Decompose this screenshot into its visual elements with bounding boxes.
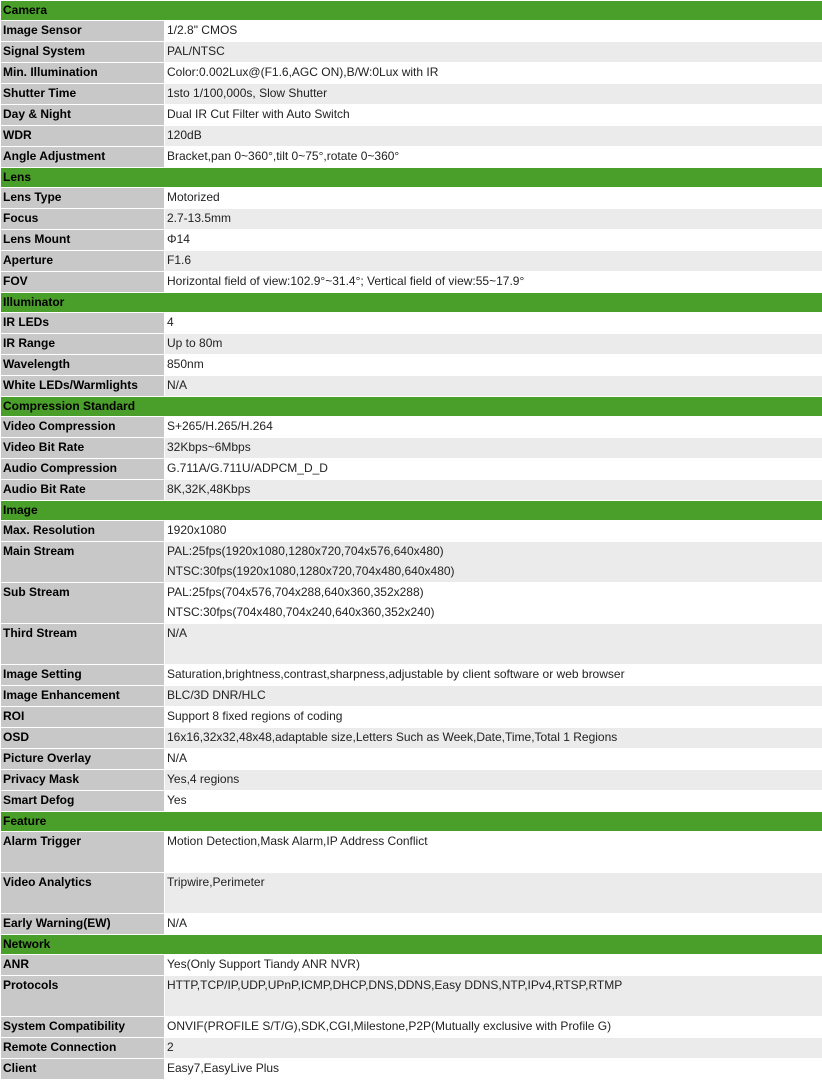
spec-value-line: PAL:25fps(1920x1080,1280x720,704x576,640x480): [167, 542, 822, 562]
spec-row: [1, 63, 822, 84]
spec-row: [1, 791, 822, 812]
spec-row: [1, 376, 822, 397]
spec-value-line: Motorized: [167, 188, 822, 208]
spec-row: [1, 1017, 822, 1038]
spec-value-line: Yes(Only Support Tiandy ANR NVR): [167, 955, 822, 975]
spec-value: [165, 791, 822, 812]
spec-value-line: N/A: [167, 749, 822, 769]
spec-label: Aperture: [1, 251, 165, 272]
section-header: [1, 501, 822, 521]
spec-value-line: Horizontal field of view:102.9°~31.4°; Vertical field of view:55~17.9°: [167, 272, 822, 292]
spec-value-line: Dual IR Cut Filter with Auto Switch: [167, 105, 822, 125]
spec-value: [165, 686, 822, 707]
spec-value: [165, 707, 822, 728]
spec-label: Privacy Mask: [1, 770, 165, 791]
spec-value-line: 16x16,32x32,48x48,adaptable size,Letters Such as Week,Date,Time,Total 1 Regions: [167, 728, 822, 748]
spec-value-line: Yes,4 regions: [167, 770, 822, 790]
spec-value-line: S+265/H.265/H.264: [167, 417, 822, 437]
spec-value-line: 1sto 1/100,000s, Slow Shutter: [167, 84, 822, 104]
spec-row: [1, 665, 822, 686]
spec-label: Image Sensor: [1, 21, 165, 42]
spec-value-line: BLC/3D DNR/HLC: [167, 686, 822, 706]
spec-value-line: HTTP,TCP/IP,UDP,UPnP,ICMP,DHCP,DNS,DDNS,Easy DDNS,NTP,IPv4,RTSP,RTMP: [167, 976, 822, 996]
spec-label: Max. Resolution: [1, 521, 165, 542]
spec-row: [1, 914, 822, 935]
spec-row: [1, 770, 822, 791]
spec-value: [165, 376, 822, 397]
spec-label: Image Enhancement: [1, 686, 165, 707]
spec-label: Focus: [1, 209, 165, 230]
spec-row: [1, 84, 822, 105]
spec-value-line: N/A: [167, 914, 822, 934]
spec-label: FOV: [1, 272, 165, 293]
spec-label: Video Analytics: [1, 873, 165, 914]
spec-label: Remote Connection: [1, 1038, 165, 1059]
spec-value-line: Φ14: [167, 230, 822, 250]
spec-value: [165, 1017, 822, 1038]
spec-value: [165, 21, 822, 42]
spec-value: [165, 976, 822, 1017]
spec-value: [165, 873, 822, 914]
spec-value-line: NTSC:30fps(1920x1080,1280x720,704x480,640x480): [167, 562, 822, 582]
spec-value-line: N/A: [167, 624, 822, 644]
spec-value-line: PAL:25fps(704x576,704x288,640x360,352x288): [167, 583, 822, 603]
spec-value-line: Saturation,brightness,contrast,sharpness,adjustable by client software or web browser: [167, 665, 822, 685]
spec-label: ANR: [1, 955, 165, 976]
spec-value: [165, 749, 822, 770]
spec-label: WDR: [1, 126, 165, 147]
spec-value-line: 8K,32K,48Kbps: [167, 480, 822, 500]
spec-value-line: 2.7-13.5mm: [167, 209, 822, 229]
spec-value-line: [167, 644, 822, 664]
spec-value-line: Easy7,EasyLive Plus: [167, 1059, 822, 1079]
spec-row: [1, 230, 822, 251]
spec-row: [1, 583, 822, 624]
section-header: [1, 935, 822, 955]
spec-value-line: Bracket,pan 0~360°,tilt 0~75°,rotate 0~360°: [167, 147, 822, 167]
spec-label: Angle Adjustment: [1, 147, 165, 168]
spec-value: [165, 438, 822, 459]
spec-value: [165, 272, 822, 293]
spec-label: IR LEDs: [1, 313, 165, 334]
section-header: [1, 168, 822, 188]
spec-label: Image Setting: [1, 665, 165, 686]
spec-value: [165, 459, 822, 480]
spec-value: [165, 251, 822, 272]
spec-row: [1, 417, 822, 438]
spec-table-body: [1, 1, 822, 1080]
spec-value-line: 850nm: [167, 355, 822, 375]
spec-row: [1, 188, 822, 209]
spec-label: Alarm Trigger: [1, 832, 165, 873]
spec-value: [165, 147, 822, 168]
spec-value-line: 2: [167, 1038, 822, 1058]
spec-value: [165, 84, 822, 105]
spec-label: Video Compression: [1, 417, 165, 438]
spec-value: [165, 480, 822, 501]
spec-label: Sub Stream: [1, 583, 165, 624]
section-header: [1, 293, 822, 313]
section-title: Illuminator: [1, 293, 822, 313]
section-title: Compression Standard: [1, 397, 822, 417]
spec-row: [1, 707, 822, 728]
spec-label: Lens Type: [1, 188, 165, 209]
spec-row: [1, 147, 822, 168]
spec-value: [165, 334, 822, 355]
spec-row: [1, 832, 822, 873]
spec-label: Third Stream: [1, 624, 165, 665]
spec-value: [165, 126, 822, 147]
spec-value: [165, 521, 822, 542]
spec-label: Lens Mount: [1, 230, 165, 251]
spec-row: [1, 976, 822, 1017]
spec-row: [1, 438, 822, 459]
spec-value-line: [167, 893, 822, 913]
spec-value-line: NTSC:30fps(704x480,704x240,640x360,352x240): [167, 603, 822, 623]
spec-row: [1, 624, 822, 665]
spec-value: [165, 188, 822, 209]
spec-value: [165, 1059, 822, 1080]
spec-value-line: Tripwire,Perimeter: [167, 873, 822, 893]
spec-value-line: Up to 80m: [167, 334, 822, 354]
spec-value: [165, 230, 822, 251]
spec-value: [165, 542, 822, 583]
spec-value-line: ONVIF(PROFILE S/T/G),SDK,CGI,Milestone,P2P(Mutually exclusive with Profile G): [167, 1017, 822, 1037]
spec-value-line: 32Kbps~6Mbps: [167, 438, 822, 458]
spec-value: [165, 105, 822, 126]
spec-value: [165, 1038, 822, 1059]
spec-value: [165, 355, 822, 376]
spec-row: [1, 21, 822, 42]
spec-label: System Compatibility: [1, 1017, 165, 1038]
spec-label: OSD: [1, 728, 165, 749]
spec-row: [1, 873, 822, 914]
spec-row: [1, 1038, 822, 1059]
spec-row: [1, 355, 822, 376]
spec-value-line: Yes: [167, 791, 822, 811]
spec-row: [1, 105, 822, 126]
spec-value: [165, 955, 822, 976]
spec-value-line: [167, 852, 822, 872]
spec-label: Day & Night: [1, 105, 165, 126]
section-title: Camera: [1, 1, 822, 21]
section-title: Lens: [1, 168, 822, 188]
spec-value: [165, 832, 822, 873]
spec-value: [165, 313, 822, 334]
spec-value-line: Color:0.002Lux@(F1.6,AGC ON),B/W:0Lux with IR: [167, 63, 822, 83]
section-header: [1, 1, 822, 21]
spec-row: [1, 955, 822, 976]
spec-row: [1, 459, 822, 480]
spec-value: [165, 770, 822, 791]
spec-value-line: G.711A/G.711U/ADPCM_D_D: [167, 459, 822, 479]
spec-label: Shutter Time: [1, 84, 165, 105]
spec-label: Audio Compression: [1, 459, 165, 480]
spec-row: [1, 480, 822, 501]
spec-row: [1, 542, 822, 583]
spec-row: [1, 521, 822, 542]
spec-row: [1, 686, 822, 707]
section-title: Image: [1, 501, 822, 521]
spec-value-line: 120dB: [167, 126, 822, 146]
spec-value-line: N/A: [167, 376, 822, 396]
spec-value: [165, 417, 822, 438]
spec-value: [165, 42, 822, 63]
spec-value-line: 4: [167, 313, 822, 333]
spec-value: [165, 624, 822, 665]
spec-value: [165, 63, 822, 84]
spec-value: [165, 583, 822, 624]
spec-label: Video Bit Rate: [1, 438, 165, 459]
spec-label: IR Range: [1, 334, 165, 355]
spec-row: [1, 749, 822, 770]
spec-row: [1, 1059, 822, 1080]
spec-label: Audio Bit Rate: [1, 480, 165, 501]
section-header: [1, 397, 822, 417]
spec-label: Smart Defog: [1, 791, 165, 812]
spec-label: Main Stream: [1, 542, 165, 583]
spec-label: Signal System: [1, 42, 165, 63]
spec-label: ROI: [1, 707, 165, 728]
spec-value-line: Support 8 fixed regions of coding: [167, 707, 822, 727]
spec-value-line: [167, 996, 822, 1016]
spec-value-line: Motion Detection,Mask Alarm,IP Address Conflict: [167, 832, 822, 852]
section-title: Network: [1, 935, 822, 955]
spec-value-line: PAL/NTSC: [167, 42, 822, 62]
spec-label: Protocols: [1, 976, 165, 1017]
spec-value-line: 1920x1080: [167, 521, 822, 541]
spec-value: [165, 914, 822, 935]
spec-row: [1, 313, 822, 334]
spec-value: [165, 209, 822, 230]
spec-row: [1, 209, 822, 230]
spec-row: [1, 251, 822, 272]
spec-row: [1, 272, 822, 293]
spec-row: [1, 126, 822, 147]
section-header: [1, 812, 822, 832]
spec-value-line: 1/2.8" CMOS: [167, 21, 822, 41]
spec-label: Client: [1, 1059, 165, 1080]
spec-row: [1, 334, 822, 355]
section-title: Feature: [1, 812, 822, 832]
spec-label: White LEDs/Warmlights: [1, 376, 165, 397]
spec-label: Wavelength: [1, 355, 165, 376]
spec-value-line: F1.6: [167, 251, 822, 271]
spec-label: Min. Illumination: [1, 63, 165, 84]
spec-value: [165, 728, 822, 749]
spec-value: [165, 665, 822, 686]
spec-row: [1, 42, 822, 63]
spec-label: Picture Overlay: [1, 749, 165, 770]
spec-label: Early Warning(EW): [1, 914, 165, 935]
spec-row: [1, 728, 822, 749]
